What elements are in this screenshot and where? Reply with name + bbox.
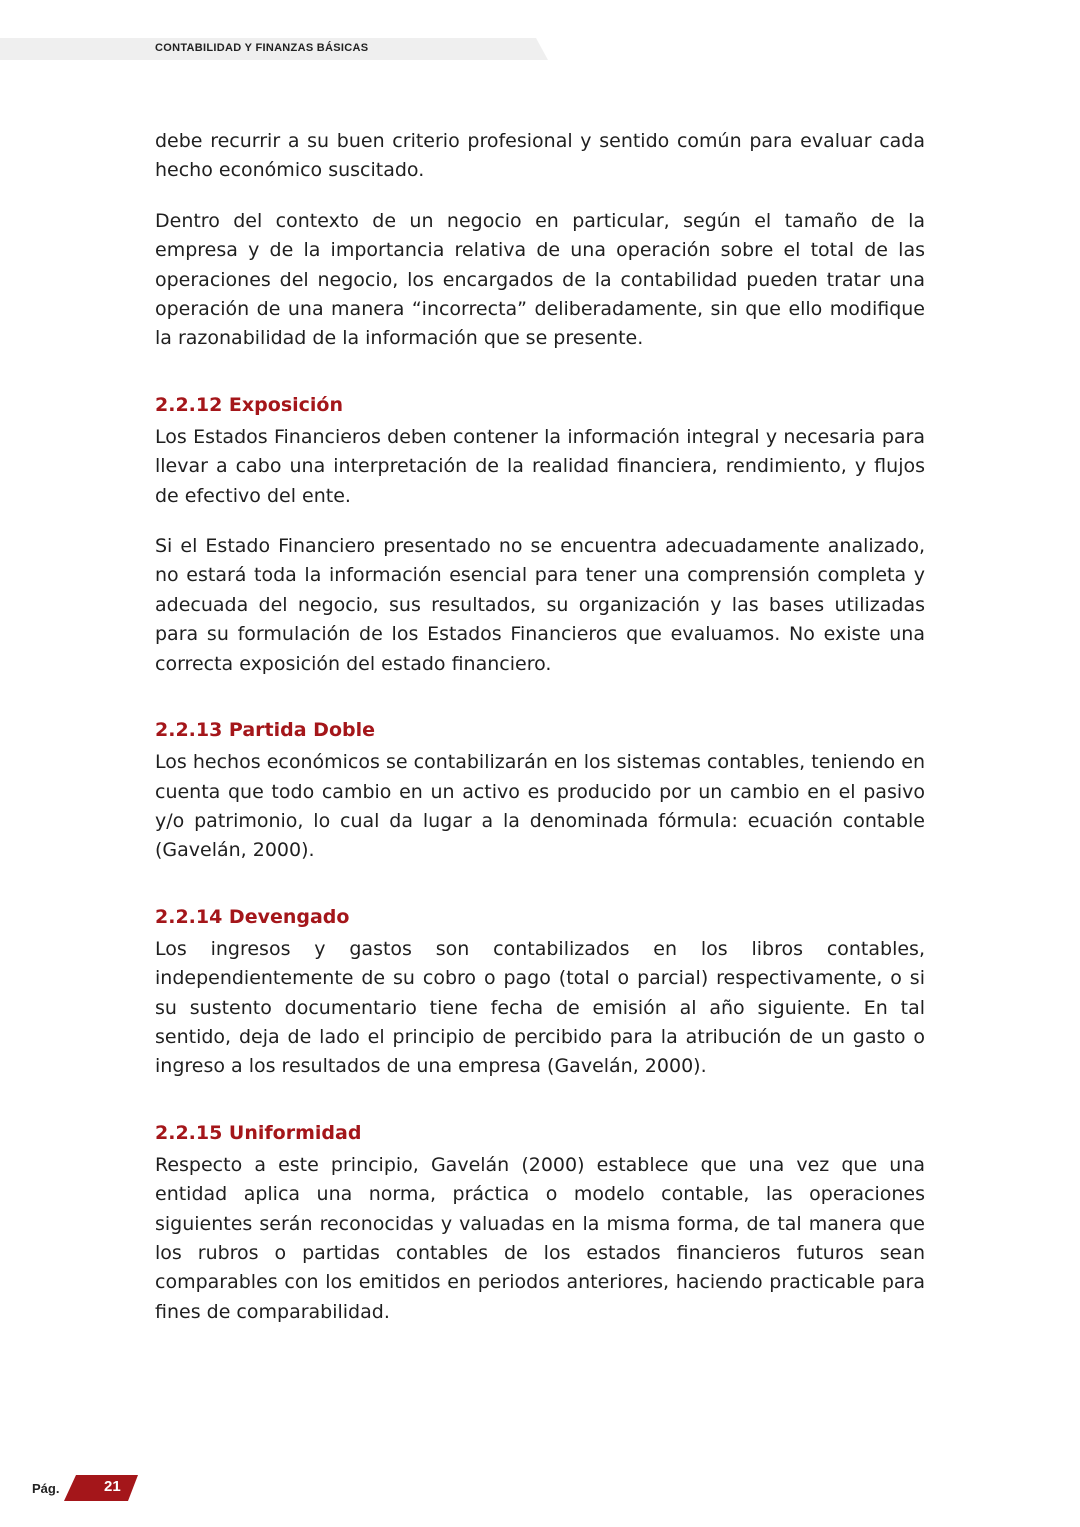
body-paragraph: Dentro del contexto de un negocio en particular, según el tamaño de la empresa y de la importancia relativa de una operación sobre el total de las operaciones del negocio, los encargados de la contabilidad pueden tratar una operación de una manera “incorrecta” deliberadamente, sin que ello modifique la razonabilidad de la información que se presente. bbox=[155, 209, 925, 350]
section-heading-devengado: 2.2.14 Devengado bbox=[155, 905, 350, 928]
page-label: Pág. bbox=[32, 1481, 60, 1496]
body-paragraph: debe recurrir a su buen criterio profesional y sentido común para evaluar cada hecho económico suscitado. bbox=[155, 130, 925, 182]
page-content bbox=[155, 127, 925, 1348]
page-number-badge bbox=[64, 1473, 140, 1503]
body-paragraph: Los ingresos y gastos son contabilizados en los libros contables, independientemente de su cobro o pago (total o parcial) respectivamente, o si su sustento documentario tiene fecha de emisión al año siguiente. En tal sentido, deja de lado el principio de percibido para la atribución de un gasto o ingreso a los resultados de una empresa (Gavelán, 2000). bbox=[155, 937, 925, 1078]
running-header-title: CONTABILIDAD Y FINANZAS BÁSICAS bbox=[155, 42, 369, 54]
body-paragraph: Los Estados Financieros deben contener la información integral y necesaria para llevar a cabo una interpretación de la realidad financiera, rendimiento, y flujos de efectivo del ente. bbox=[155, 425, 925, 507]
body-paragraph: Si el Estado Financiero presentado no se encuentra adecuadamente analizado, no estará toda la información esencial para tener una comprensión completa y adecuada del negocio, sus resultados, su organización y las bases utilizadas para su formulación de los Estados Financieros que evaluamos. No existe una correcta exposición del estado financiero. bbox=[155, 535, 925, 675]
body-paragraph: Respecto a este principio, Gavelán (2000) establece que una vez que una entidad aplica una norma, práctica o modelo contable, las operaciones siguientes serán reconocidas y valuadas en la misma forma, de tal manera que los rubros o partidas contables de los estados financieros futuros sean comparables con los emitidos en periodos anteriores, haciendo practicable para fines de comparabilidad. bbox=[155, 1153, 925, 1323]
body-paragraph: Los hechos económicos se contabilizarán en los sistemas contables, teniendo en cuenta que todo cambio en un activo es producido por un cambio en el pasivo y/o patrimonio, lo cual da lugar a la denominada fórmula: ecuación contable (Gavelán, 2000). bbox=[155, 751, 925, 862]
section-heading-partida-doble: 2.2.13 Partida Doble bbox=[155, 719, 375, 742]
page-number: 21 bbox=[104, 1478, 121, 1495]
section-heading-exposicion: 2.2.12 Exposición bbox=[155, 393, 343, 416]
section-heading-uniformidad: 2.2.15 Uniformidad bbox=[155, 1121, 362, 1144]
